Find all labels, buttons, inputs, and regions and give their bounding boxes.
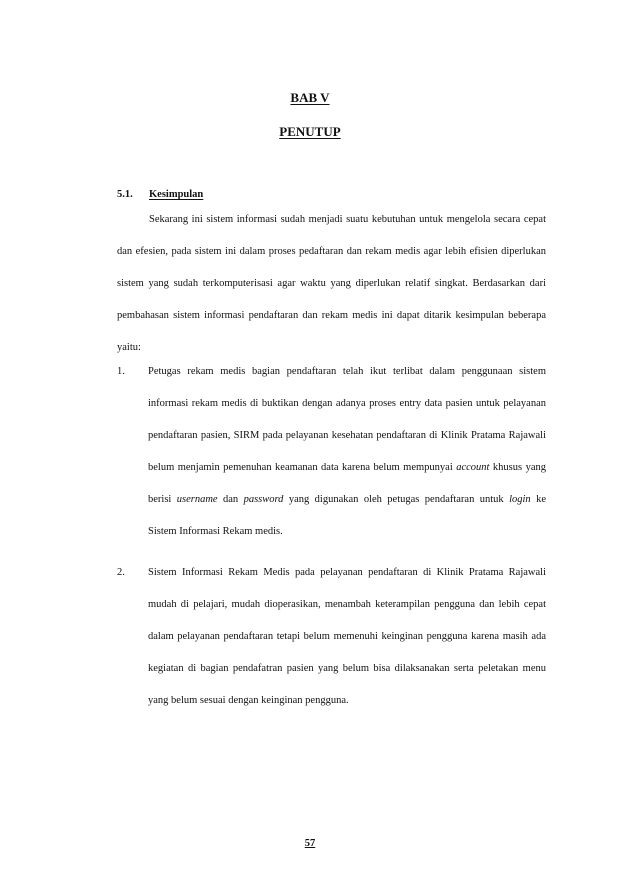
list-marker: 1. bbox=[117, 366, 125, 377]
text-segment: dan bbox=[217, 494, 244, 505]
text-segment: yang digunakan oleh petugas pendaftaran untuk bbox=[283, 494, 510, 505]
section-heading bbox=[117, 189, 203, 200]
italic-term: login bbox=[509, 494, 531, 505]
text-segment: khusus yang berisi bbox=[148, 462, 546, 505]
list-item bbox=[117, 356, 546, 548]
list-item bbox=[117, 557, 546, 717]
list-marker: 2. bbox=[117, 567, 125, 578]
chapter-label: BAB V bbox=[290, 90, 330, 105]
list-item-text bbox=[148, 356, 546, 548]
chapter-title: PENUTUP bbox=[279, 124, 341, 139]
italic-term: username bbox=[176, 494, 218, 505]
section-number: 5.1. bbox=[117, 189, 133, 200]
section-title: Kesimpulan bbox=[149, 189, 204, 200]
italic-term: account bbox=[456, 462, 490, 473]
text-segment: Petugas rekam medis bagian pendaftaran telah ikut terlibat dalam penggunaan sistem informasi rekam medis di buktikan dengan adanya proses entry data pasien untuk pelayanan pendaftaran pasien, SIRM pada pelayanan kesehatan pendaftaran di Klinik Pratama Rajawali belum menjamin pemenuhan keamanan data karena belum mempunyai bbox=[148, 366, 546, 473]
page-number: 57 bbox=[304, 838, 316, 849]
text-segment: ke Sistem Informasi Rekam medis. bbox=[148, 494, 546, 537]
italic-term: password bbox=[243, 494, 284, 505]
list-item-text: Sistem Informasi Rekam Medis pada pelayanan pendaftaran di Klinik Pratama Rajawali mudah di pelajari, mudah dioperasikan, menambah keterampilan pengguna dan lebih cepat dalam pelayanan pendaftaran tetapi belum memenuhi keinginan pengguna karena masih ada kegiatan di bagian pendafatran pasien yang belum bisa dilaksanakan serta peletakan menu yang belum sesuai dengan keinginan pengguna. bbox=[148, 567, 546, 706]
intro-paragraph: Sekarang ini sistem informasi sudah menjadi suatu kebutuhan untuk mengelola secara cepat dan efesien, pada sistem ini dalam proses pedaftaran dan rekam medis agar lebih efisien diperlukan sistem yang sudah terkomputerisasi agar waktu yang diperlukan relatif singkat. Berdasarkan dari pembahasan sistem informasi pendaftaran dan rekam medis ini dapat ditarik kesimpulan beberapa yaitu: bbox=[117, 214, 546, 353]
